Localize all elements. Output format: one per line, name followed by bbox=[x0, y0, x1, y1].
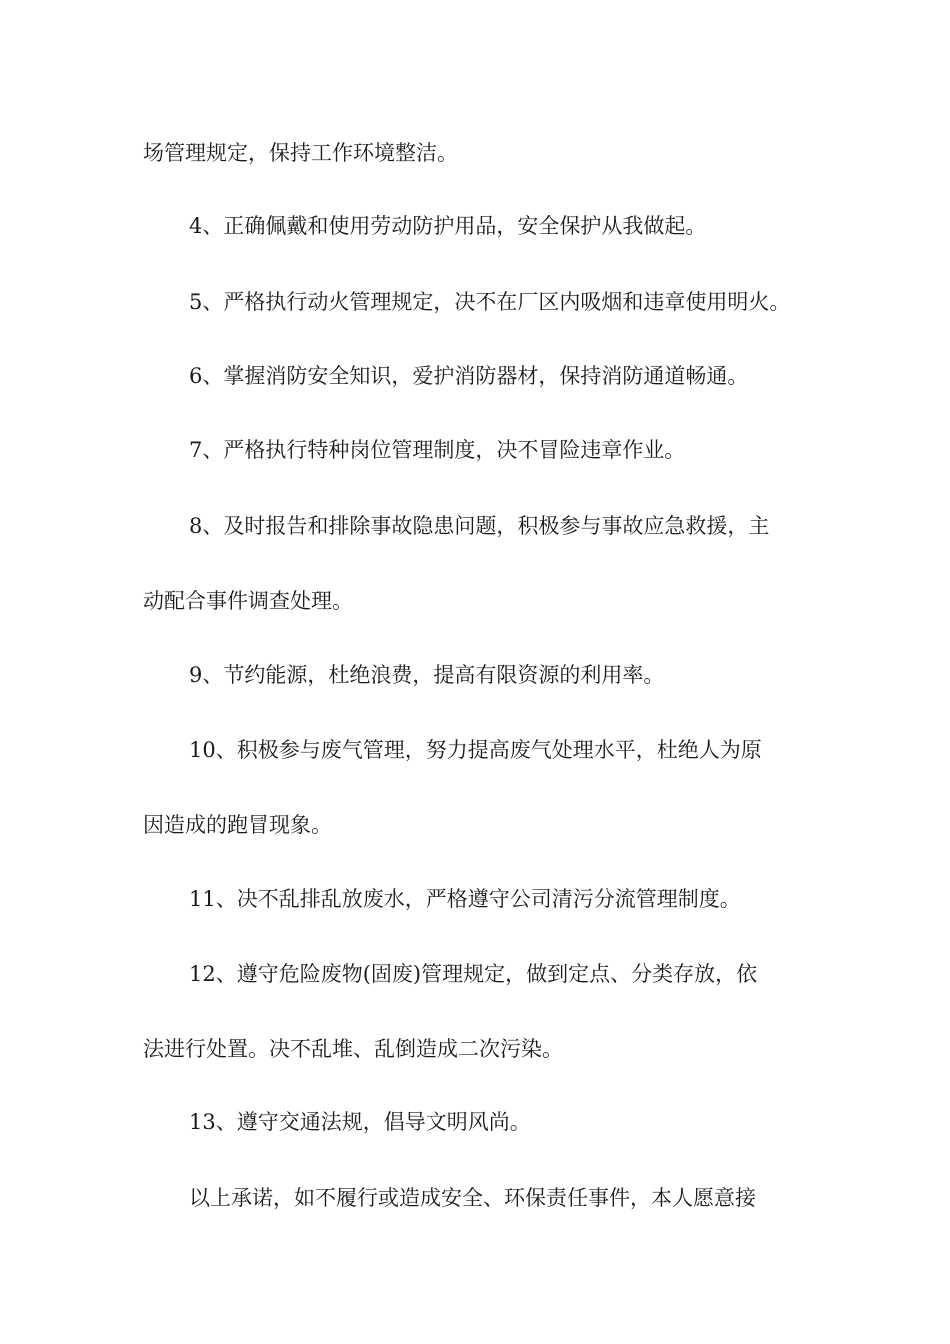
paragraph-line: 6、掌握消防安全知识，爱护消防器材，保持消防通道畅通。 bbox=[189, 364, 749, 388]
paragraph-line: 13、遵守交通法规，倡导文明风尚。 bbox=[189, 1110, 531, 1134]
paragraph-line: 10、积极参与废气管理，努力提高废气处理水平，杜绝人为原 bbox=[189, 738, 762, 762]
paragraph-line: 法进行处置。决不乱堆、乱倒造成二次污染。 bbox=[143, 1037, 563, 1061]
paragraph-line: 动配合事件调查处理。 bbox=[143, 589, 353, 613]
paragraph-line: 9、节约能源，杜绝浪费，提高有限资源的利用率。 bbox=[189, 663, 665, 687]
paragraph-line: 5、严格执行动火管理规定，决不在厂区内吸烟和违章使用明火。 bbox=[189, 290, 791, 314]
paragraph-line: 因造成的跑冒现象。 bbox=[143, 813, 332, 837]
paragraph-line: 7、严格执行特种岗位管理制度，决不冒险违章作业。 bbox=[189, 438, 686, 462]
paragraph-line: 8、及时报告和排除事故隐患问题，积极参与事故应急救援，主 bbox=[189, 514, 770, 538]
paragraph-line: 4、正确佩戴和使用劳动防护用品，安全保护从我做起。 bbox=[189, 214, 707, 238]
paragraph-line: 12、遵守危险废物(固废)管理规定，做到定点、分类存放，依 bbox=[189, 962, 758, 986]
paragraph-line: 场管理规定，保持工作环境整洁。 bbox=[143, 141, 458, 165]
paragraph-line: 11、决不乱排乱放废水，严格遵守公司清污分流管理制度。 bbox=[189, 887, 741, 911]
paragraph-line: 以上承诺，如不履行或造成安全、环保责任事件，本人愿意接 bbox=[189, 1186, 756, 1210]
